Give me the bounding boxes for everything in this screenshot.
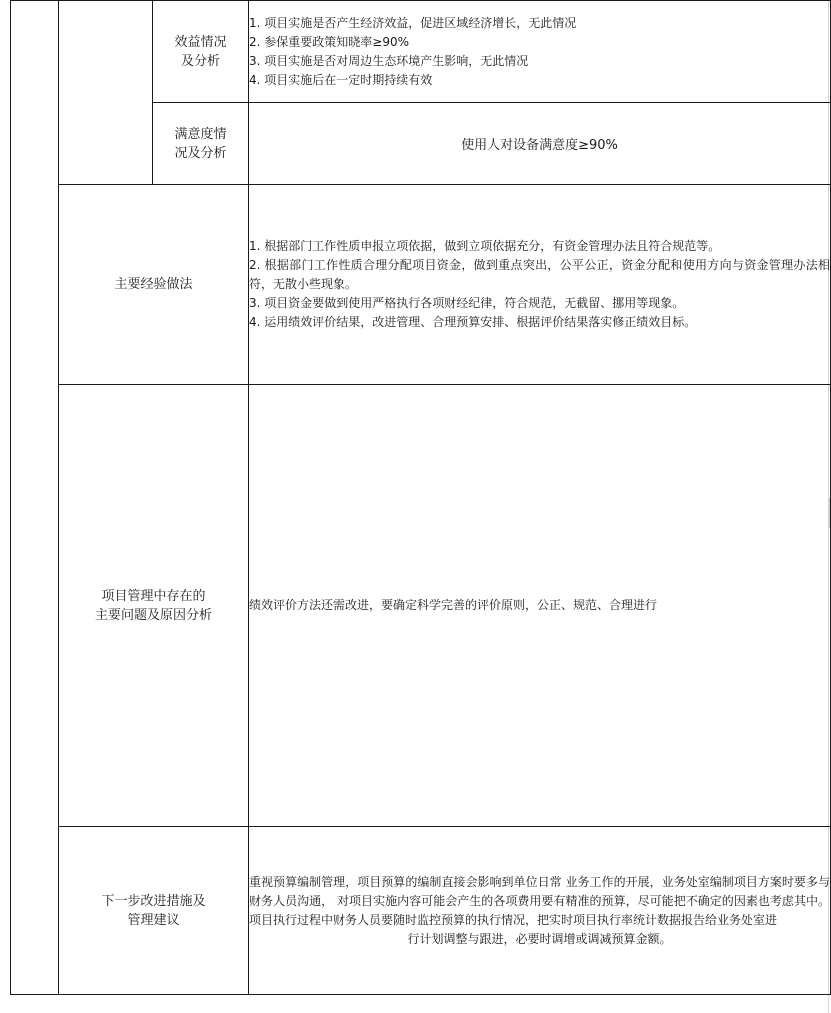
outer-left-column (11, 1, 59, 995)
row-benefit (11, 1, 831, 103)
satisfaction-label (153, 103, 249, 185)
improvement-label (59, 827, 249, 995)
row-problems (11, 385, 831, 827)
improvement-body: 重视预算编制管理，项目预算的编制直接会影响到单位日常 业务工作的开展，业务处室编制项目方案时要多与财务人员沟通， 对项目实施内容可能会产生的各项费用要有精准的预算，尽可能把不确定的因素也考虑其中。项目执行过程中财务人员要随时监控预算的执行情况，把实时项目执行率统计数据报告给业务处室进 (249, 874, 830, 927)
benefit-item-3: 3. 项目实施是否对周边生态环境产生影响，无此情况 (249, 53, 529, 68)
problems-label-line-1: 项目管理中存在的 (101, 588, 206, 604)
row-improvement (11, 827, 831, 995)
experience-label: 主要经验做法 (59, 185, 249, 385)
benefit-label-line-2: 及分析 (180, 53, 220, 69)
improvement-label-line-2: 管理建议 (127, 912, 180, 928)
improvement-label-line-1: 下一步改进措施及 (101, 893, 206, 909)
benefit-item-1: 1. 项目实施是否产生经济效益，促进区域经济增长，无此情况 (249, 15, 577, 30)
row-experience (11, 185, 831, 385)
problems-label-line-2: 主要问题及原因分析 (94, 607, 212, 623)
satisfaction-label-line-2: 况及分析 (174, 145, 227, 161)
experience-para-3: 3. 项目资金要做到使用严格执行各项财经纪律，符合规范，无截留、挪用等现象。 (249, 296, 685, 310)
benefit-item-2: 2. 参保重要政策知晓率≥90% (249, 34, 409, 49)
benefit-content (249, 1, 831, 103)
section-header-cell (59, 1, 153, 185)
benefit-item-4: 4. 项目实施后在一定时期持续有效 (249, 72, 433, 87)
improvement-closing: 行计划调整与跟进，必要时调增或调减预算金额。 (407, 931, 672, 946)
benefit-label (153, 1, 249, 103)
satisfaction-label-line-1: 满意度情 (174, 126, 227, 142)
problems-content: 绩效评价方法还需改进，要确定科学完善的评价原则，公正、规范、合理进行 (249, 385, 831, 827)
experience-content (249, 185, 831, 385)
benefit-label-line-1: 效益情况 (174, 34, 227, 50)
improvement-content (249, 827, 831, 995)
benefit-list (249, 14, 830, 90)
evaluation-table (10, 0, 831, 995)
experience-para-4: 4. 运用绩效评价结果，改进管理、合理预算安排、根据评价结果落实修正绩效目标。 (249, 315, 697, 329)
problems-label (59, 385, 249, 827)
experience-para-1: 1. 根据部门工作性质申报立项依据，做到立项依据充分，有资金管理办法且符合规范等。 (249, 239, 721, 253)
experience-para-2: 2. 根据部门工作性质合理分配项目资金，做到重点突出，公平公正，资金分配和使用方向与资金管理办法相符，无散小些现象。 (249, 258, 830, 291)
satisfaction-content: 使用人对设备满意度≥90% (249, 103, 831, 185)
